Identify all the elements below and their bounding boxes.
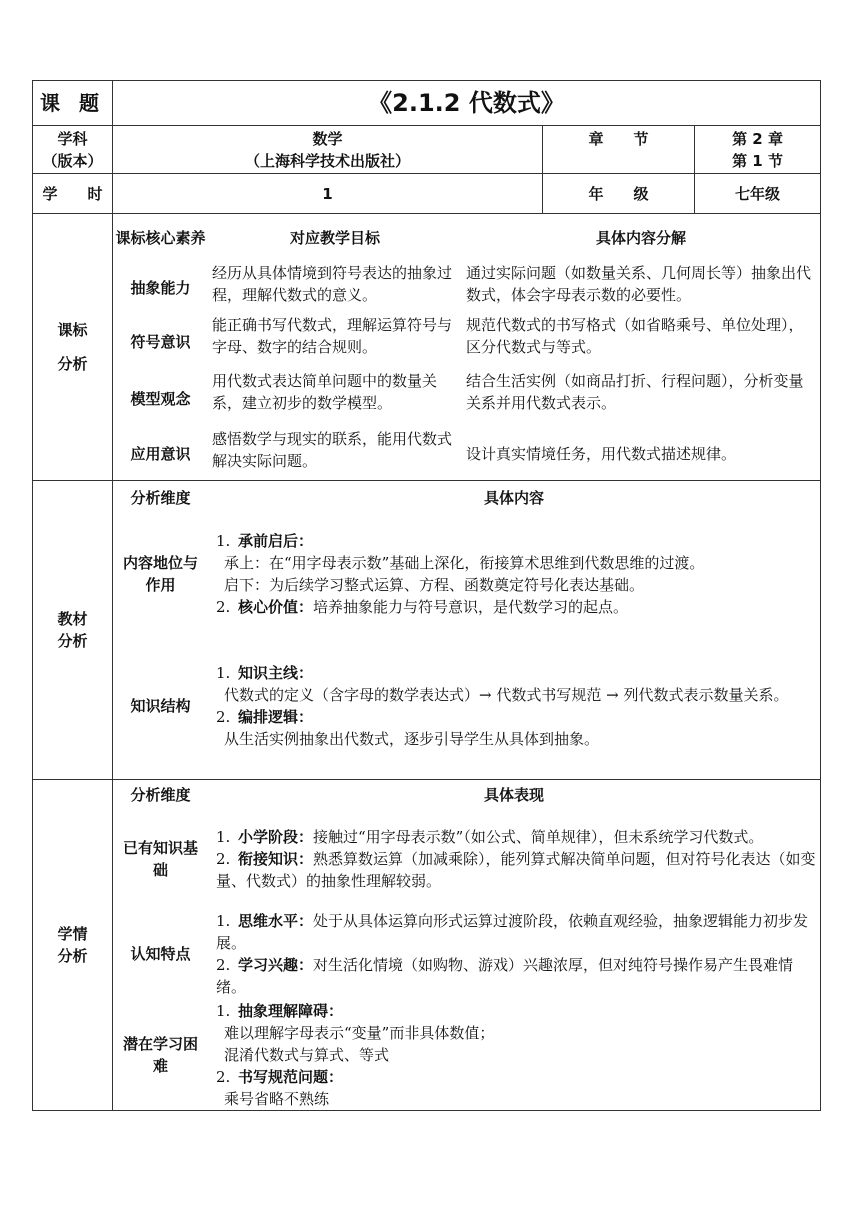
- curriculum-col-goal: 对应教学目标: [289, 229, 380, 247]
- curriculum-row-goal: 能正确书写代数式，理解运算符号与字母、数字的结合规则。: [212, 316, 453, 356]
- page-title: 《2.1.2 代数式》: [113, 81, 821, 126]
- list-item: 1. 承前启后：: [216, 532, 314, 550]
- curriculum-section-label: 课标 分析: [33, 214, 113, 481]
- curriculum-section: [113, 214, 821, 481]
- curriculum-row-goal: 感悟数学与现实的联系，能用代数式解决实际问题。: [212, 430, 453, 470]
- list-item-line: 乘号省略不熟练: [224, 1090, 330, 1108]
- subject-label: 学科 （版本）: [33, 126, 113, 174]
- textbook-row-content: [208, 633, 820, 779]
- curriculum-col-literacy: 课标核心素养: [115, 229, 206, 247]
- list-item-line: 启下：为后续学习整式运算、方程、函数奠定符号化表达基础。: [224, 576, 645, 594]
- students-row-dim: 潜在学习困难: [122, 1035, 198, 1075]
- students-row-content: [208, 810, 820, 908]
- lesson-plan-table: [32, 80, 821, 1111]
- subject-value: 数学 （上海科学技术出版社）: [113, 126, 543, 174]
- curriculum-row-goal: 经历从具体情境到符号表达的抽象过程，理解代数式的意义。: [212, 264, 453, 304]
- curriculum-row-dim: 模型观念: [130, 390, 191, 408]
- textbook-section: [113, 481, 821, 780]
- list-item: 2. 核心价值：培养抽象能力与符号意识，是代数学习的起点。: [216, 598, 629, 616]
- chapter-value: 第 2 章 第 1 节: [695, 126, 821, 174]
- students-col-dim: 分析维度: [130, 786, 191, 804]
- list-item: 2. 学习兴趣：对生活化情境（如购物、游戏）兴趣浓厚，但对纯符号操作易产生畏难情绪。: [216, 956, 794, 996]
- list-item: 2. 书写规范问题：: [216, 1068, 344, 1086]
- list-item-line: 承上：在“用字母表示数”基础上深化，衔接算术思维到代数思维的过渡。: [224, 554, 705, 572]
- curriculum-row-detail: 设计真实情境任务，用代数式描述规律。: [466, 445, 737, 463]
- curriculum-row-goal: 用代数式表达简单问题中的数量关系，建立初步的数学模型。: [212, 372, 438, 412]
- list-item: 1. 思维水平：处于从具体运算向形式运算过渡阶段，依赖直观经验，抽象逻辑能力初步发展。: [216, 912, 809, 952]
- students-section: [113, 780, 821, 1111]
- textbook-col-dim: 分析维度: [130, 489, 191, 507]
- list-item: 2. 衔接知识：熟悉算数运算（加减乘除），能列算式解决简单问题，但对符号化表达（如变量、代数式）的抽象性理解较弱。: [216, 850, 816, 890]
- curriculum-row-detail: 规范代数式的书写格式（如省略乘号、单位处理），区分代数式与等式。: [466, 316, 804, 356]
- textbook-row-content: [208, 515, 820, 633]
- list-item: 1. 小学阶段：接触过“用字母表示数”（如公式、简单规律），但未系统学习代数式。: [216, 828, 764, 846]
- list-item-line: 难以理解字母表示“变量”而非具体数值；: [224, 1024, 495, 1042]
- curriculum-row-detail: 通过实际问题（如数量关系、几何周长等）抽象出代数式，体会字母表示数的必要性。: [466, 264, 812, 304]
- list-item-line: 从生活实例抽象出代数式，逐步引导学生从具体到抽象。: [224, 730, 600, 748]
- textbook-col-content: 具体内容: [484, 489, 545, 507]
- lesson-plan-page: [32, 80, 820, 1111]
- textbook-row-dim: 知识结构: [130, 697, 191, 715]
- students-section-label: 学情 分析: [33, 780, 113, 1111]
- grade-label: 年 级: [543, 174, 695, 214]
- students-col-content: 具体表现: [484, 786, 545, 804]
- curriculum-row-dim: 符号意识: [130, 333, 191, 351]
- textbook-section-label: 教材 分析: [33, 481, 113, 780]
- hours-label: 学 时: [33, 174, 113, 214]
- list-item: 1. 知识主线：: [216, 664, 314, 682]
- students-row-content: [208, 1000, 820, 1110]
- students-row-dim: 认知特点: [130, 945, 191, 963]
- curriculum-row-detail: 结合生活实例（如商品打折、行程问题），分析变量关系并用代数式表示。: [466, 372, 804, 412]
- list-item: 1. 抽象理解障碍：: [216, 1002, 344, 1020]
- topic-label: 课 题: [33, 81, 113, 126]
- curriculum-col-detail: 具体内容分解: [596, 229, 687, 247]
- chapter-label: 章 节: [543, 126, 695, 174]
- list-item-line: 代数式的定义（含字母的数学表达式）→ 代数式书写规范 → 列代数式表示数量关系。: [224, 686, 789, 704]
- curriculum-row-dim: 应用意识: [130, 445, 191, 463]
- textbook-row-dim: 内容地位与作用: [122, 554, 198, 594]
- curriculum-row-dim: 抽象能力: [130, 279, 191, 297]
- hours-value: 1: [113, 174, 543, 214]
- list-item-line: 混淆代数式与算式、等式: [224, 1046, 390, 1064]
- list-item: 2. 编排逻辑：: [216, 708, 314, 726]
- students-row-dim: 已有知识基础: [122, 839, 198, 879]
- students-row-content: [208, 908, 820, 1000]
- grade-value: 七年级: [695, 174, 821, 214]
